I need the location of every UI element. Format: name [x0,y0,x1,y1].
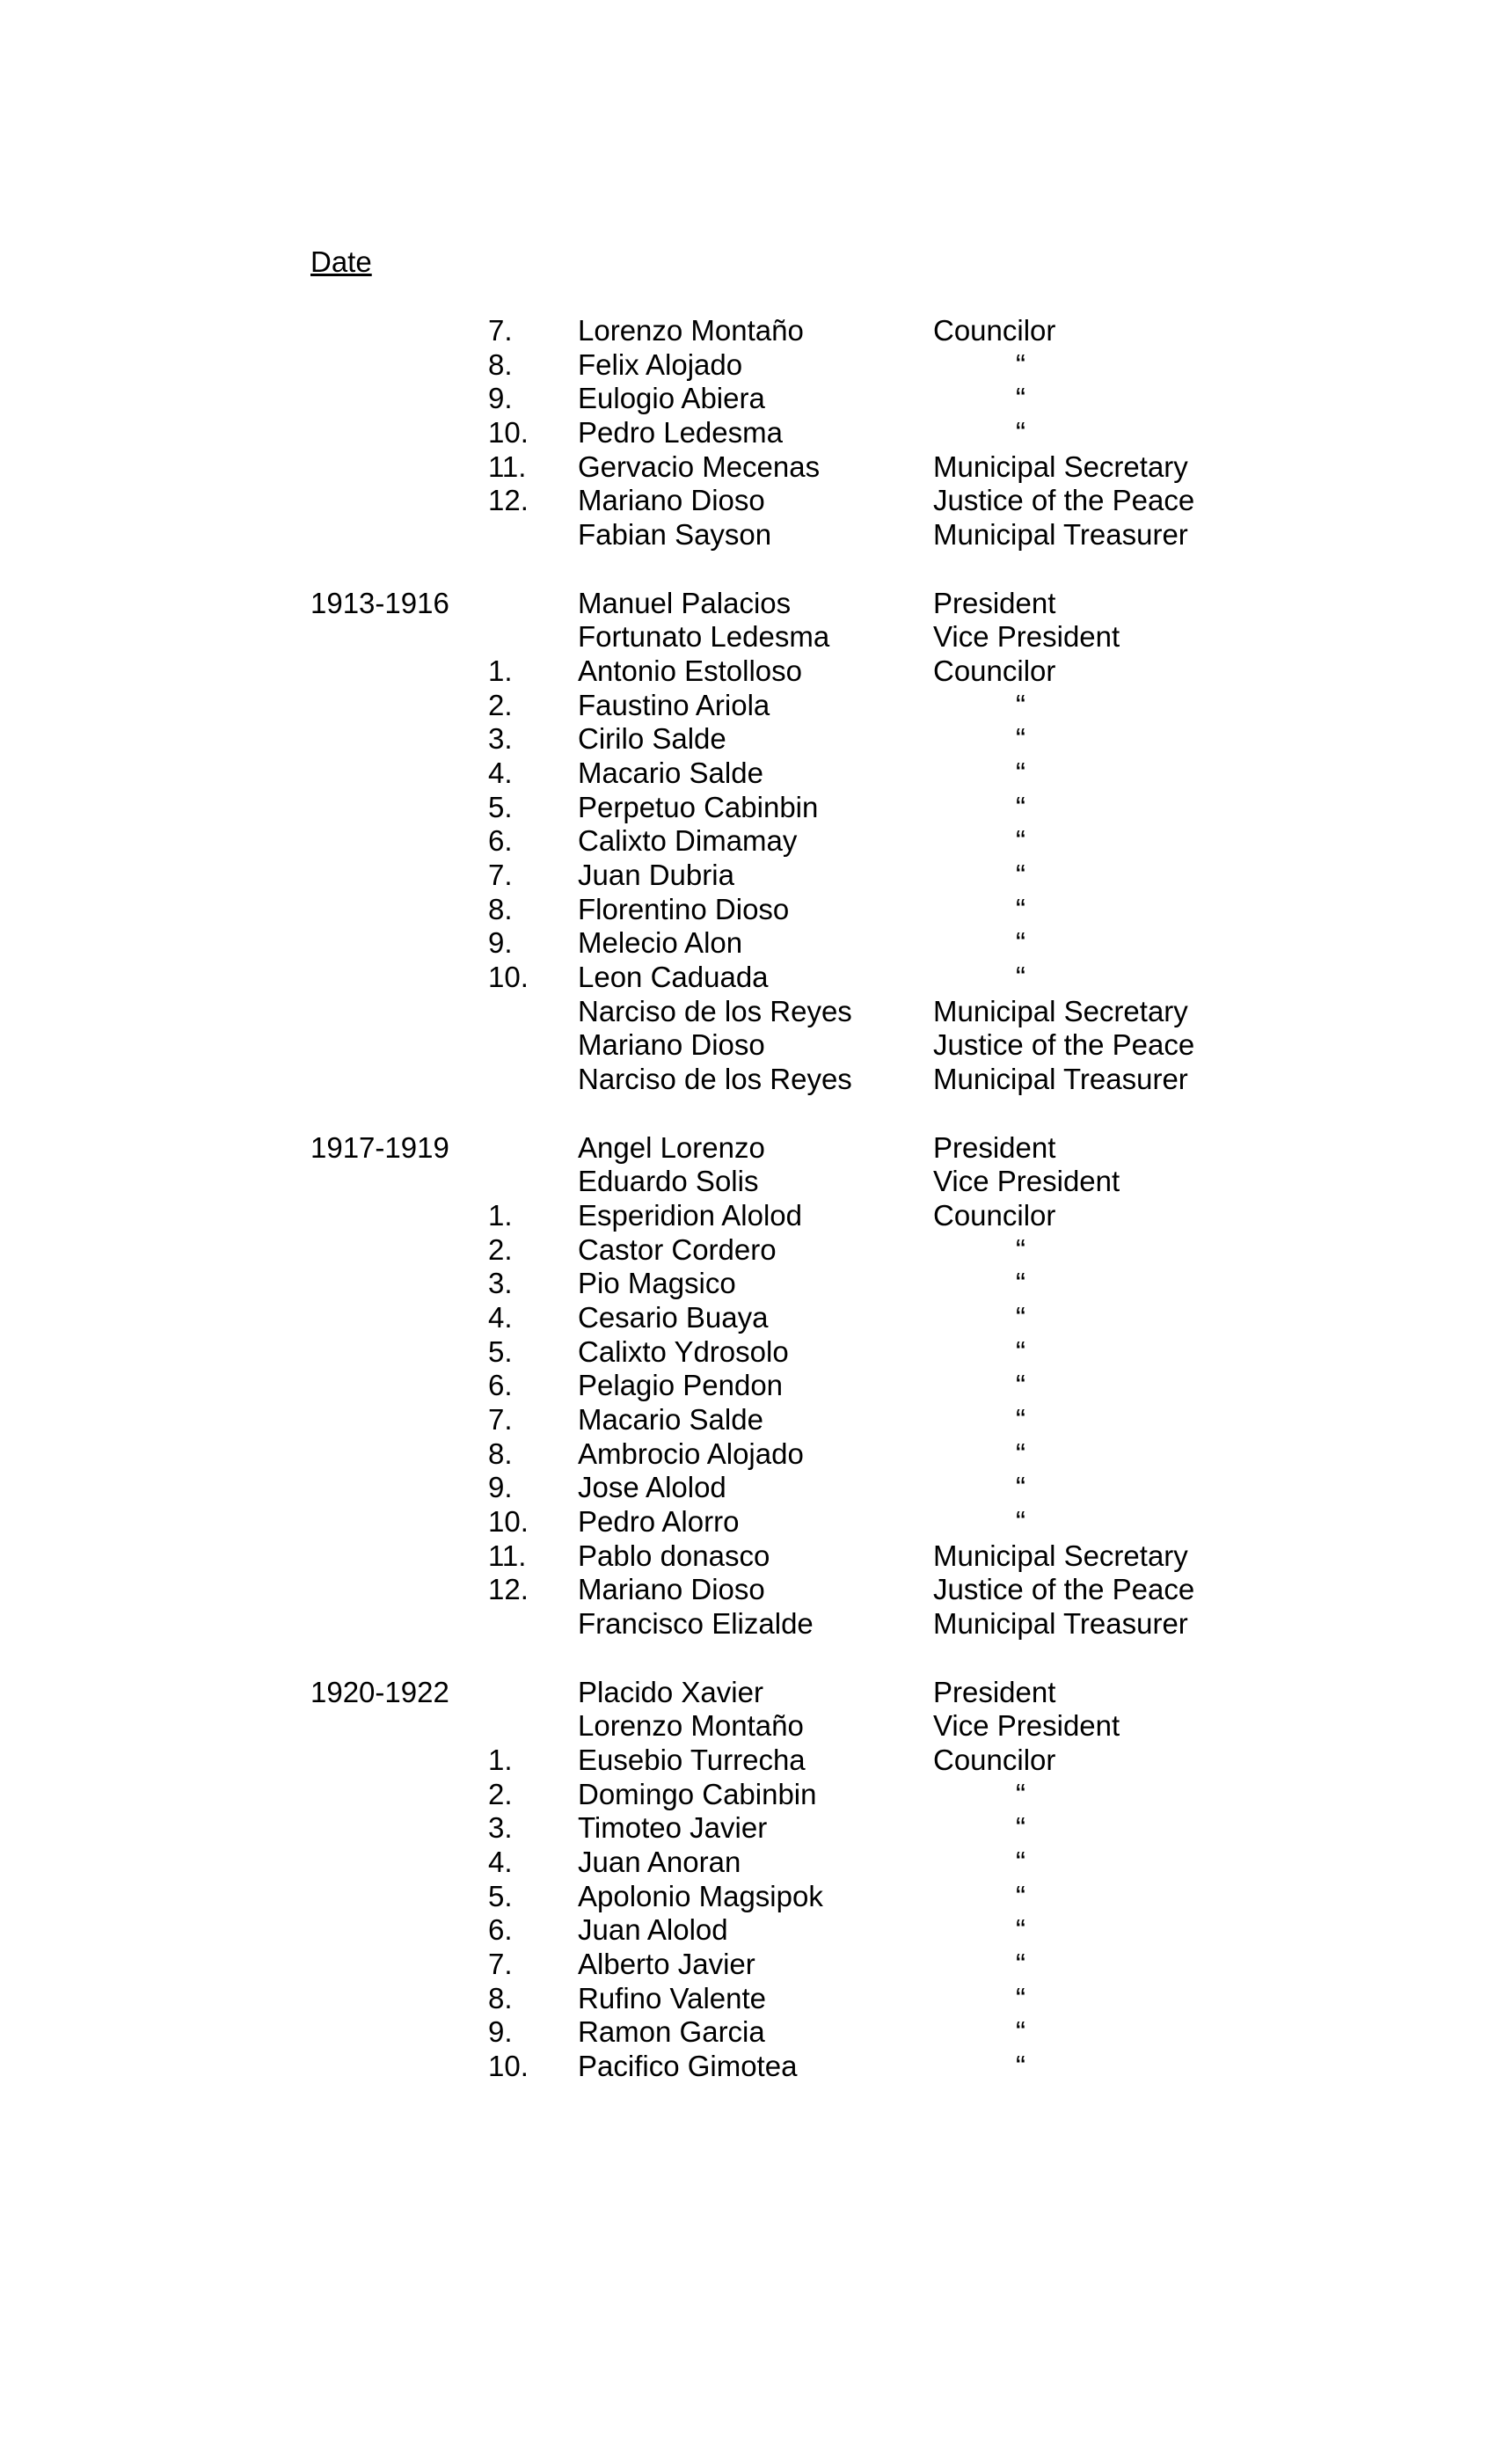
row-number: 7. [488,314,513,347]
ditto-mark: “ [1016,1232,1025,1266]
roster-row [0,1267,1496,1301]
ditto-mark: “ [1016,1879,1025,1912]
roster-row [0,1403,1496,1437]
row-number: 3. [488,1811,513,1845]
official-position: Councilor [933,654,1056,687]
official-name: Ambrocio Alojado [578,1437,804,1470]
official-name: Calixto Dimamay [578,824,798,858]
roster-row [0,926,1496,961]
ditto-mark: “ [1016,1471,1025,1504]
ditto-mark: “ [1016,1811,1025,1845]
ditto-mark: “ [1016,756,1025,789]
roster-row [0,1301,1496,1335]
ditto-mark: “ [1016,961,1025,994]
ditto-mark: “ [1016,2050,1025,2083]
official-name: Antonio Estolloso [578,654,802,687]
roster-row [0,961,1496,995]
roster-row [0,382,1496,416]
row-number: 10. [488,1505,529,1539]
row-number: 6. [488,1369,513,1402]
ditto-mark: “ [1016,722,1025,756]
official-name: Pedro Ledesma [578,416,783,450]
official-position: Councilor [933,1198,1056,1232]
ditto-mark: “ [1016,2015,1025,2049]
row-number: 3. [488,722,513,756]
ditto-mark: “ [1016,824,1025,858]
ditto-mark: “ [1016,1948,1025,1980]
official-name: Narciso de los Reyes [578,994,852,1027]
official-position: Municipal Secretary [933,1539,1188,1572]
row-number: 3. [488,1267,513,1300]
roster-row [0,824,1496,859]
row-number: 6. [488,824,513,858]
official-position: Vice President [933,1165,1120,1198]
term-date: 1917-1919 [310,1130,449,1164]
roster-row [0,689,1496,723]
officials-roster [0,314,1496,2084]
row-number: 7. [488,859,513,891]
official-name: Lorenzo Montaño [578,1709,804,1743]
official-name: Timoteo Javier [578,1811,768,1845]
official-name: Pio Magsico [578,1267,736,1300]
ditto-mark: “ [1016,347,1025,381]
term-date: 1920-1922 [310,1675,449,1708]
official-name: Gervacio Mecenas [578,450,821,483]
ditto-mark: “ [1016,859,1025,891]
ditto-mark: “ [1016,790,1025,823]
official-name: Placido Xavier [578,1675,763,1708]
roster-row [0,1607,1496,1641]
row-number: 9. [488,926,513,960]
official-name: Leon Caduada [578,961,769,994]
official-name: Castor Cordero [578,1232,777,1266]
roster-row [0,620,1496,654]
roster-row [0,757,1496,791]
roster-row [0,1744,1496,1778]
row-number: 1. [488,654,513,687]
official-name: Lorenzo Montaño [578,314,804,347]
ditto-mark: “ [1016,1981,1025,2014]
official-position: Municipal Secretary [933,450,1188,483]
roster-row [0,1880,1496,1914]
official-name: Domingo Cabinbin [578,1777,817,1810]
roster-row [0,2050,1496,2084]
roster-row [0,1811,1496,1846]
official-name: Manuel Palacios [578,586,792,619]
official-name: Francisco Elizalde [578,1607,814,1641]
row-number: 12. [488,484,529,517]
row-number: 2. [488,1232,513,1266]
row-number: 6. [488,1913,513,1947]
row-number: 9. [488,2015,513,2049]
ditto-mark: “ [1016,1267,1025,1300]
official-position: Councilor [933,314,1056,347]
roster-row [0,1437,1496,1472]
official-position: President [933,1130,1056,1164]
date-heading: Date [310,245,372,278]
row-number: 5. [488,1879,513,1912]
official-name: Faustino Ariola [578,688,770,721]
official-name: Angel Lorenzo [578,1130,765,1164]
row-number: 10. [488,961,529,994]
roster-row [0,518,1496,552]
row-number: 1. [488,1743,513,1776]
row-number: 9. [488,382,513,415]
roster-row [0,1369,1496,1403]
roster-row [0,791,1496,825]
row-number: 4. [488,1300,513,1334]
row-number: 9. [488,1471,513,1504]
official-position: Municipal Treasurer [933,1063,1188,1096]
official-name: Felix Alojado [578,347,743,381]
row-number: 1. [488,1198,513,1232]
row-number: 4. [488,756,513,789]
official-position: Vice President [933,1709,1120,1743]
official-position: Vice President [933,620,1120,654]
row-number: 10. [488,416,529,450]
roster-row [0,1505,1496,1539]
row-number: 8. [488,347,513,381]
roster-row [0,348,1496,383]
section-spacer [0,1097,1496,1131]
ditto-mark: “ [1016,688,1025,721]
official-name: Esperidion Alolod [578,1198,803,1232]
roster-row [0,1573,1496,1607]
official-name: Pablo donasco [578,1539,770,1572]
row-number: 12. [488,1573,529,1606]
official-name: Apolonio Magsipok [578,1879,823,1912]
row-number: 10. [488,2050,529,2083]
official-name: Florentino Dioso [578,892,790,925]
official-name: Eduardo Solis [578,1165,759,1198]
official-name: Eulogio Abiera [578,382,765,415]
ditto-mark: “ [1016,1403,1025,1436]
roster-row [0,1199,1496,1233]
roster-row [0,1913,1496,1948]
official-name: Calixto Ydrosolo [578,1334,789,1368]
official-name: Narciso de los Reyes [578,1063,852,1096]
ditto-mark: “ [1016,1334,1025,1368]
official-position: Justice of the Peace [933,1573,1195,1606]
row-number: 7. [488,1403,513,1436]
roster-row [0,2015,1496,2050]
official-position: President [933,1675,1056,1708]
roster-row [0,1131,1496,1166]
roster-row [0,1948,1496,1982]
roster-row [0,1709,1496,1744]
roster-row [0,1982,1496,2016]
official-name: Mariano Dioso [578,1028,765,1062]
official-name: Eusebio Turrecha [578,1743,806,1776]
official-position: Justice of the Peace [933,1028,1195,1062]
row-number: 5. [488,790,513,823]
official-name: Jose Alolod [578,1471,726,1504]
roster-row [0,1539,1496,1574]
roster-row [0,314,1496,348]
ditto-mark: “ [1016,1505,1025,1539]
row-number: 11. [488,1539,527,1572]
roster-row [0,1335,1496,1370]
roster-row [0,587,1496,621]
official-name: Juan Alolod [578,1913,728,1947]
official-name: Macario Salde [578,1403,763,1436]
official-name: Fabian Sayson [578,518,772,552]
ditto-mark: “ [1016,1913,1025,1947]
roster-row [0,654,1496,689]
roster-row [0,995,1496,1029]
ditto-mark: “ [1016,1845,1025,1878]
official-position: Municipal Secretary [933,994,1188,1027]
term-date: 1913-1916 [310,586,449,619]
row-number: 11. [488,450,527,483]
roster-row [0,1165,1496,1199]
roster-row [0,722,1496,757]
roster-row [0,1233,1496,1268]
ditto-mark: “ [1016,1437,1025,1470]
ditto-mark: “ [1016,382,1025,415]
official-name: Pacifico Gimotea [578,2050,798,2083]
ditto-mark: “ [1016,1300,1025,1334]
official-name: Perpetuo Cabinbin [578,790,819,823]
official-position: Municipal Treasurer [933,518,1188,552]
roster-row [0,1471,1496,1505]
ditto-mark: “ [1016,1369,1025,1402]
official-name: Mariano Dioso [578,484,765,517]
official-name: Mariano Dioso [578,1573,765,1606]
roster-row [0,484,1496,518]
ditto-mark: “ [1016,416,1025,450]
official-name: Fortunato Ledesma [578,620,830,654]
roster-row [0,893,1496,927]
roster-row [0,1028,1496,1063]
official-name: Juan Dubria [578,859,734,891]
roster-row [0,1846,1496,1880]
row-number: 2. [488,1777,513,1810]
official-position: Municipal Treasurer [933,1607,1188,1641]
section-spacer [0,552,1496,587]
ditto-mark: “ [1016,892,1025,925]
official-position: President [933,586,1056,619]
roster-row [0,450,1496,485]
row-number: 8. [488,1437,513,1470]
official-position: Justice of the Peace [933,484,1195,517]
official-name: Pelagio Pendon [578,1369,784,1402]
official-name: Pedro Alorro [578,1505,740,1539]
ditto-mark: “ [1016,926,1025,960]
row-number: 8. [488,892,513,925]
ditto-mark: “ [1016,1777,1025,1810]
roster-row [0,1778,1496,1812]
official-name: Macario Salde [578,756,763,789]
row-number: 5. [488,1334,513,1368]
row-number: 4. [488,1845,513,1878]
official-name: Cirilo Salde [578,722,726,756]
row-number: 8. [488,1981,513,2014]
official-name: Ramon Garcia [578,2015,765,2049]
roster-row [0,416,1496,450]
official-name: Juan Anoran [578,1845,741,1878]
roster-row [0,859,1496,893]
official-name: Cesario Buaya [578,1300,769,1334]
row-number: 2. [488,688,513,721]
official-name: Alberto Javier [578,1948,755,1980]
official-position: Councilor [933,1743,1056,1776]
row-number: 7. [488,1948,513,1980]
section-spacer [0,1641,1496,1676]
roster-row [0,1676,1496,1710]
roster-row [0,1063,1496,1097]
official-name: Melecio Alon [578,926,743,960]
official-name: Rufino Valente [578,1981,767,2014]
